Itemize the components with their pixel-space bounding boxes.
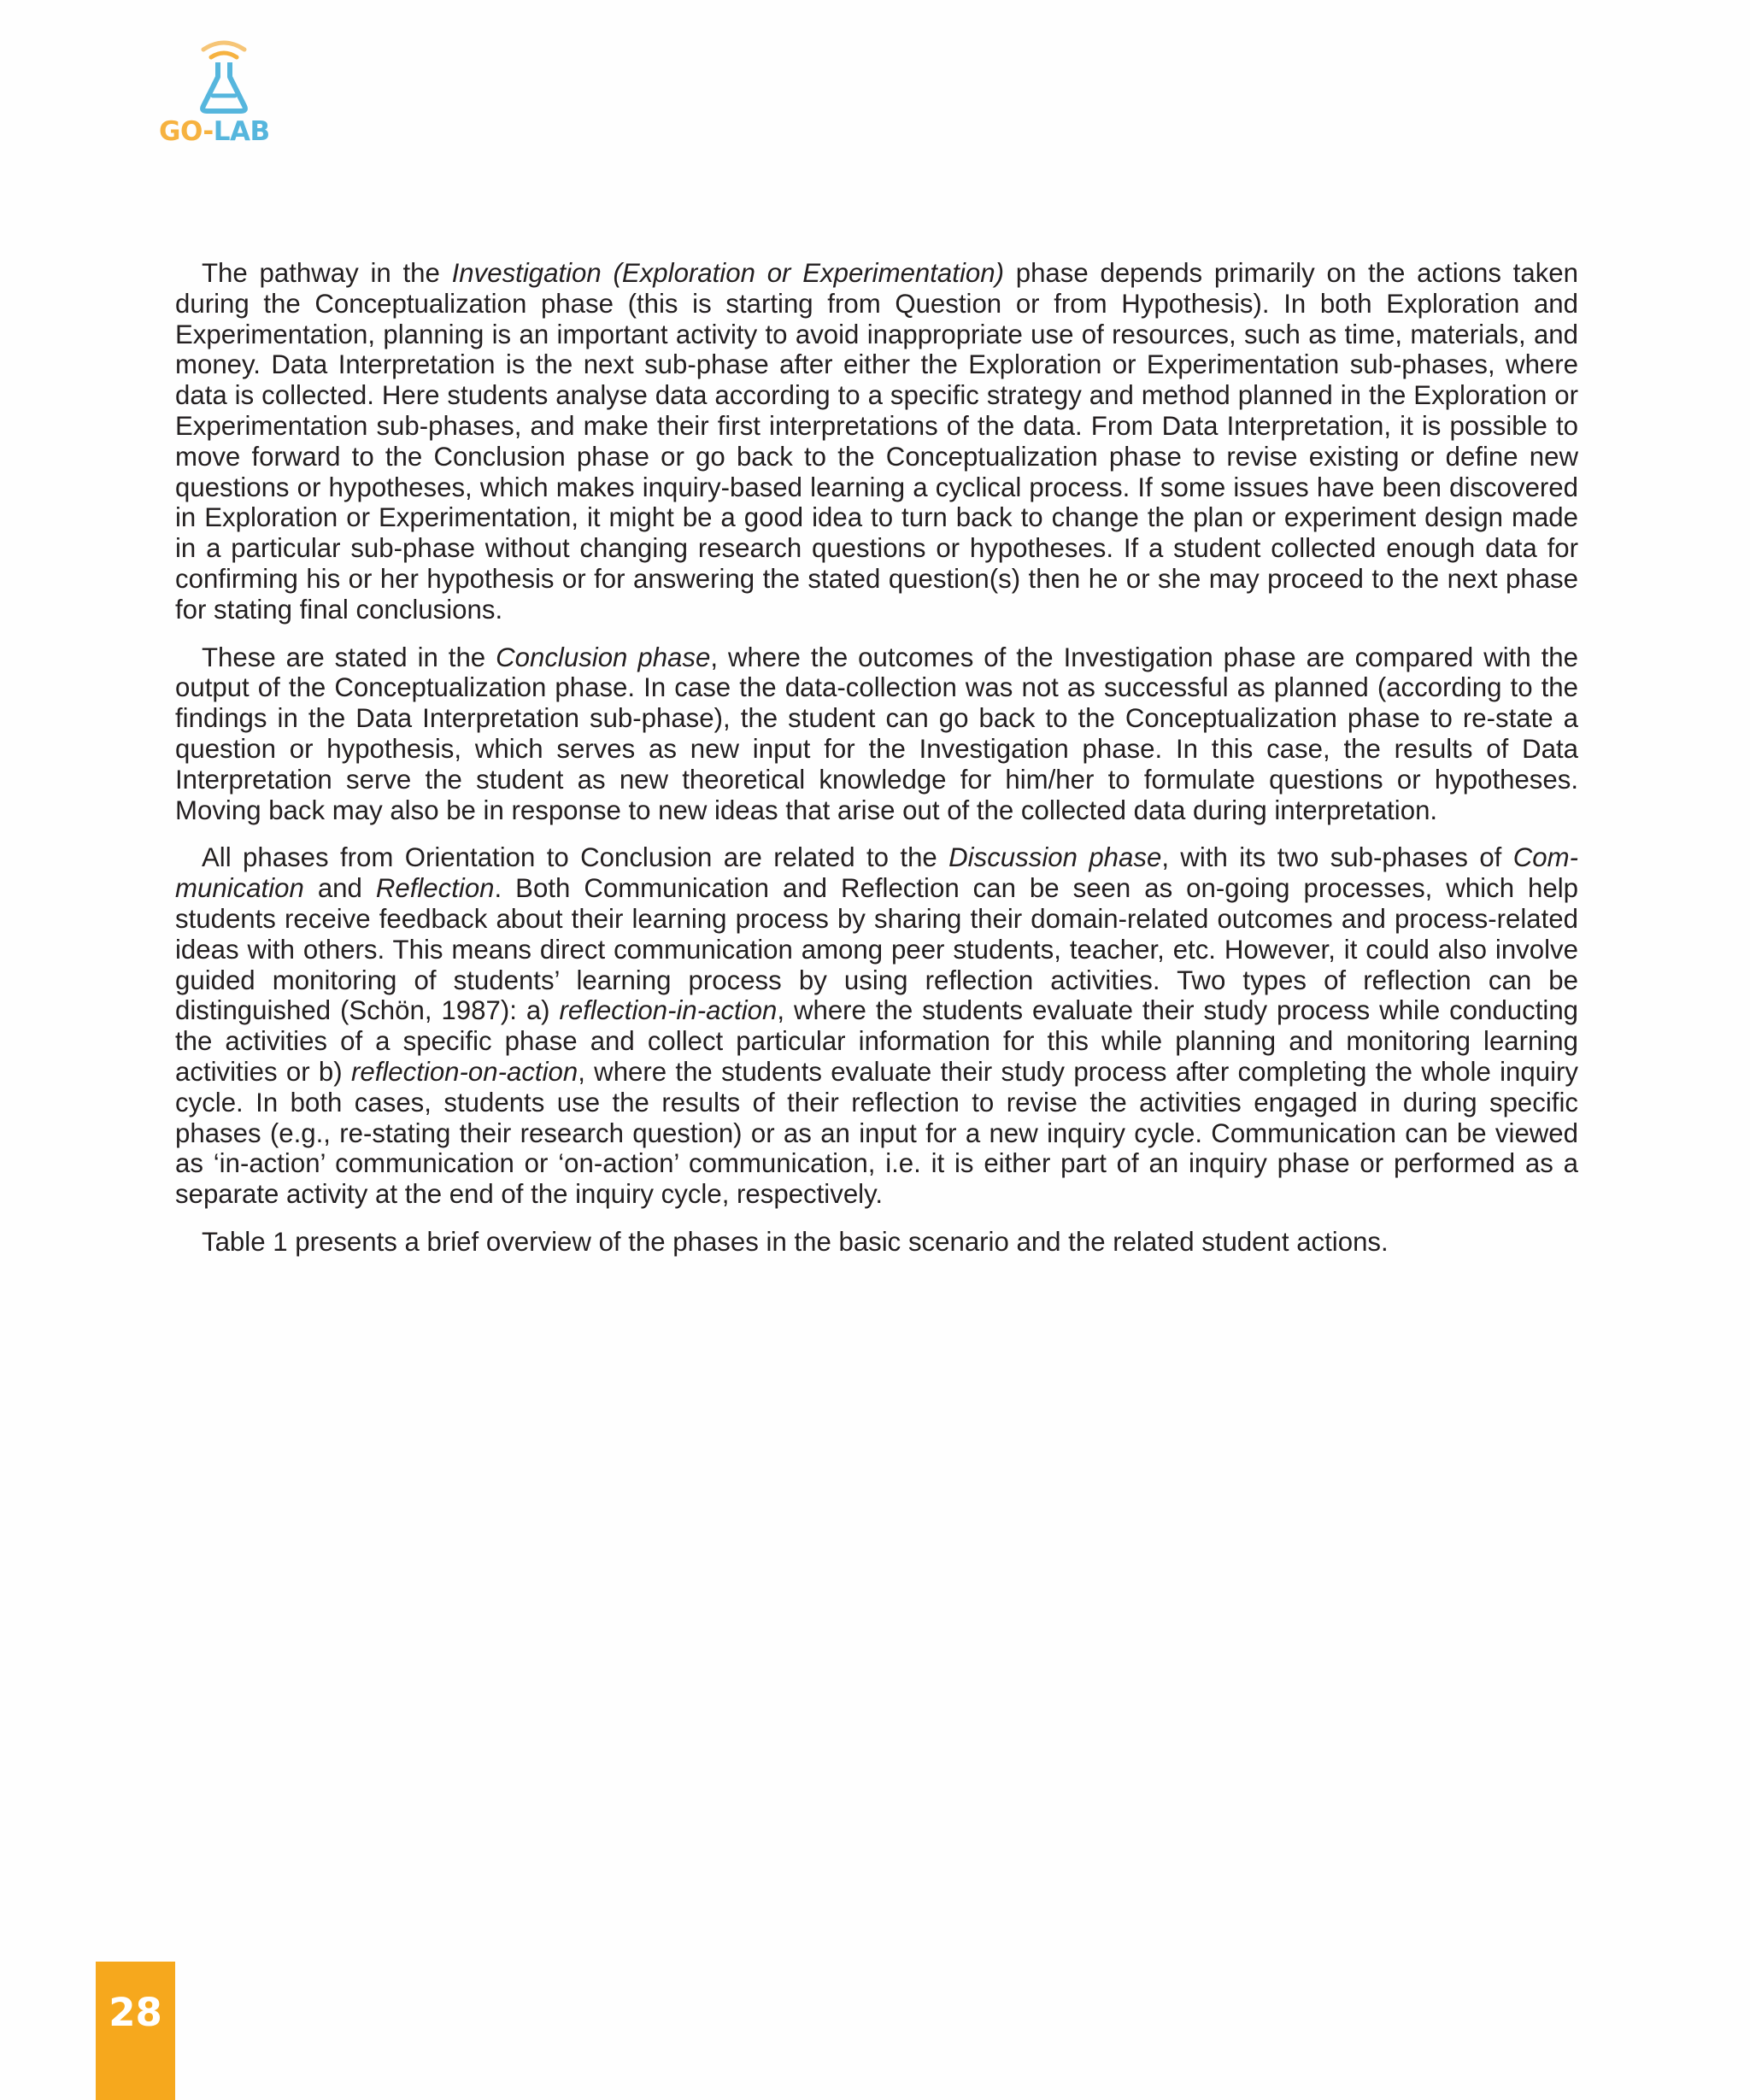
paragraph-investigation — [175, 258, 1578, 625]
logo-wordmark-go: GO- — [159, 116, 214, 147]
page-number: 28 — [109, 1990, 162, 2035]
text-run: The pathway in the — [202, 258, 452, 288]
paragraph-conclusion — [175, 642, 1578, 826]
text-run: , where the students evaluate their study process while conducting the activities of a specific phase and collect particular information for this while planning and monitoring learning activities or b) — [175, 995, 1579, 1087]
emphasis-communication: Communication — [175, 842, 1578, 904]
emphasis-reflection: Reflection — [375, 873, 495, 904]
text-run: , with its two sub-phases of — [1161, 842, 1513, 873]
text-run: , where the students evaluate their study process after completing the whole inquiry cycle. In both cases, students use the results of their reflection to revise the activities engaged in during specific phases (e.g., re-stating their research question) or as an input for a new inquiry cycle. Communication can be viewed as ‘in-action’ communication or ‘on-action’ communication, i.e. it is either part of an inquiry phase or performed as a separate activity at the end of the inquiry cycle, respectively. — [175, 1056, 1578, 1210]
text-run: , where the outcomes of the Investigation phase are compared with the output of the Conceptualization phase. In case the data-collection was not as successful as planned (according to the findings in the Data Interpretation sub-phase), the student can go back to the Conceptualization phase to re-state a question or hypothesis, which serves as new input for the Investigation phase. In this case, the results of Data Interpretation serve the student as new theoretical knowledge for him/her to formulate questions or hypotheses. Moving back may also be in response to new ideas that arise out of the collected data during interpretation. — [175, 642, 1578, 825]
text-run: and — [303, 873, 376, 904]
text-run: All phases from Orientation to Conclusion are related to the — [202, 842, 949, 873]
go-lab-logo — [159, 38, 287, 150]
text-run: . Both Communication and Reflection can be seen as on-going processes, which help students receive feedback about their learning process by sharing their domain-related outcomes and process-related ideas with others. This means direct communication among peer students, teacher, etc. However, it could also involve guided monitoring of students’ learning process by using reflection activities. Two types of reflection can be distinguished (Schön, 1987): a) — [175, 873, 1578, 1026]
text-run: These are stated in the — [202, 642, 496, 672]
logo-wordmark — [159, 116, 270, 147]
logo-wordmark-lab: LAB — [213, 116, 270, 147]
paragraph-table-intro: Table 1 presents a brief overview of the phases in the basic scenario and the related student actions. — [202, 1226, 1389, 1257]
flask-with-signal-icon — [197, 38, 251, 116]
emphasis-reflection-in-action: reflection-in-action — [559, 995, 778, 1026]
emphasis-conclusion-phase: Conclusion phase — [496, 642, 711, 672]
page-number-tab — [96, 1962, 175, 2100]
text-run: phase depends primarily on the actions taken during the Conceptualization phase (this is starting from Question or from Hypothesis). In both Exploration and Experimentation, planning is an important activity to avoid inappropriate use of resources, such as time, materials, and money. Data Interpretation is the next sub-phase after either the Exploration or Experimentation sub-phases, where data is collected. Here students analyse data according to a specific strategy and method planned in the Exploration or Experimentation sub-phases, and make their first interpretations of the data. From Data Interpretation, it is possible to move forward to the Conclusion phase or go back to the Conceptualization phase to revise existing or define new questions or hypotheses, which makes inquiry-based learning a cyclical process. If some issues have been discovered in Exploration or Experimentation, it might be a good idea to turn back to change the plan or experiment design made in a particular sub-phase without changing research questions or hypotheses. If a student collected enough data for confirming his or her hypothesis or for answering the stated question(s) then he or she may proceed to the next phase for stating final conclusions. — [175, 258, 1578, 625]
body-text — [175, 258, 1578, 1275]
emphasis-discussion-phase: Discussion phase — [948, 842, 1162, 873]
emphasis-reflection-on-action: reflection-on-action — [350, 1056, 578, 1087]
paragraph-discussion — [175, 842, 1578, 1210]
emphasis-investigation-phase: Investigation (Exploration or Experimentation) — [451, 258, 1004, 288]
